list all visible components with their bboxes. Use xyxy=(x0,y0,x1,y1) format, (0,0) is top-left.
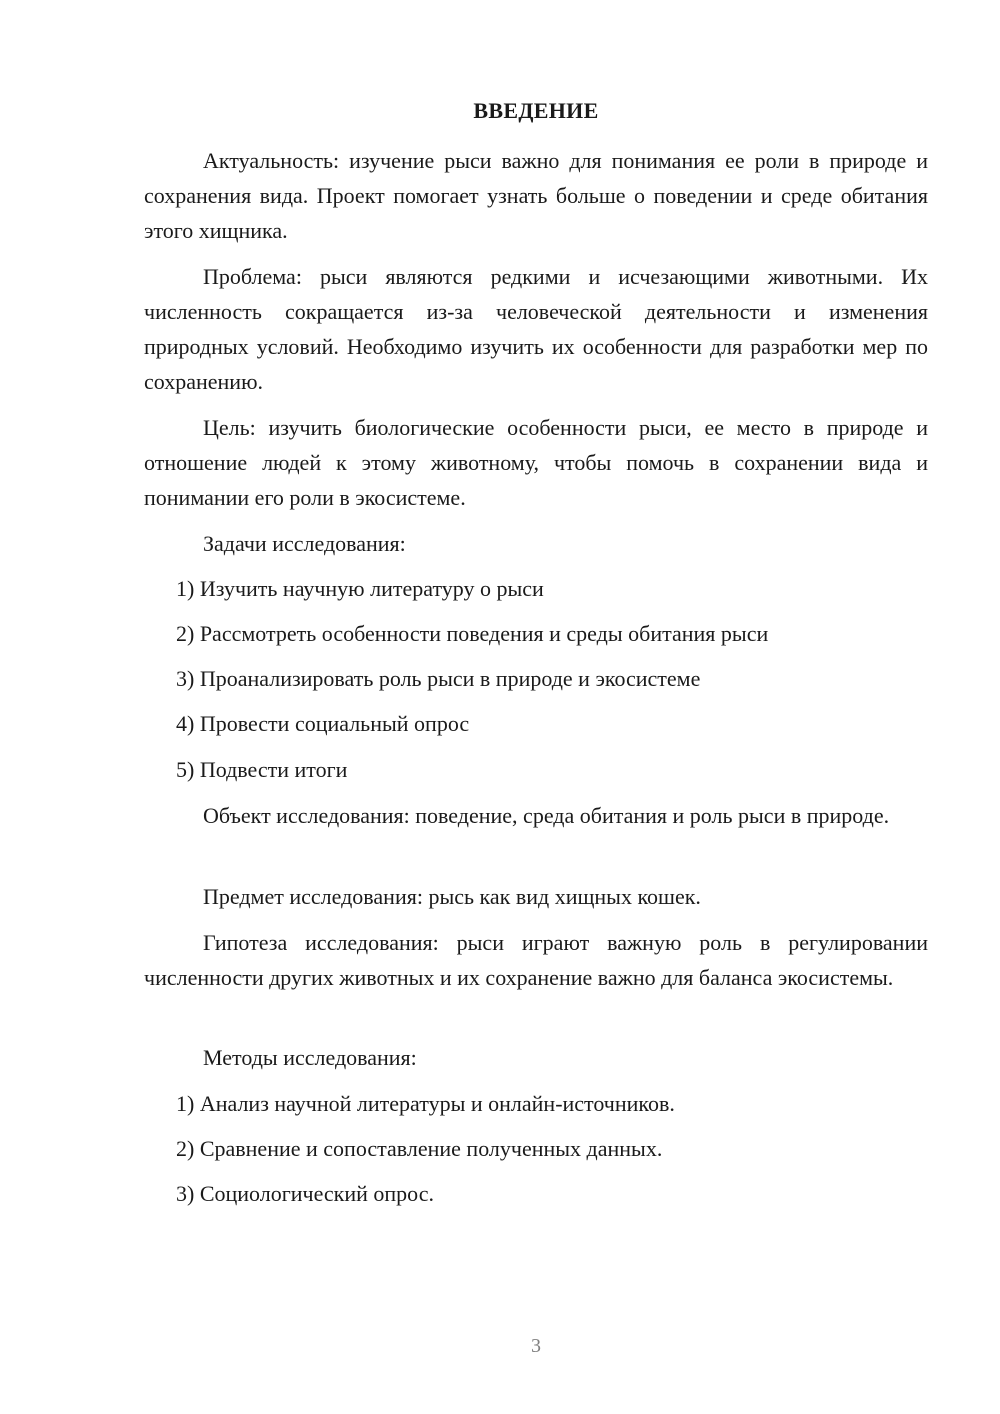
page-number: 3 xyxy=(531,1335,541,1357)
list-item: 4) Провести социальный опрос xyxy=(176,711,470,736)
list-item: 1) Анализ научной литературы и онлайн-источников. xyxy=(176,1091,675,1116)
section-heading: ВВЕДЕНИЕ xyxy=(473,98,599,123)
list-item: 3) Проанализировать роль рыси в природе и экосистеме xyxy=(176,666,701,691)
tasks-title: Задачи исследования: xyxy=(203,531,406,556)
list-item: 3) Социологический опрос. xyxy=(176,1181,434,1206)
relevance-paragraph: Актуальность: изучение рыси важно для понимания ее роли в природе и сохранения вида. Проект помогает узнать больше о поведении и среде обитания этого хищника. xyxy=(144,148,928,243)
hypothesis-paragraph: Гипотеза исследования: рыси играют важную роль в регулировании численности других животных и их сохранение важно для баланса экосистемы. xyxy=(144,930,928,990)
object-paragraph: Объект исследования: поведение, среда обитания и роль рыси в природе. xyxy=(203,803,890,828)
list-item: 2) Сравнение и сопоставление полученных данных. xyxy=(176,1136,663,1161)
list-item: 1) Изучить научную литературу о рыси xyxy=(176,576,544,601)
problem-paragraph: Проблема: рыси являются редкими и исчезающими животными. Их численность сокращается из-за человеческой деятельности и изменения природных условий. Необходимо изучить их особенности для разработки мер по сохранению. xyxy=(144,264,928,394)
subject-paragraph: Предмет исследования: рысь как вид хищных кошек. xyxy=(203,884,701,909)
goal-paragraph: Цель: изучить биологические особенности рыси, ее место в природе и отношение людей к этому животному, чтобы помочь в сохранении вида и понимании его роли в экосистеме. xyxy=(144,415,928,510)
list-item: 2) Рассмотреть особенности поведения и среды обитания рыси xyxy=(176,621,769,646)
list-item: 5) Подвести итоги xyxy=(176,757,348,782)
methods-title: Методы исследования: xyxy=(203,1045,417,1070)
